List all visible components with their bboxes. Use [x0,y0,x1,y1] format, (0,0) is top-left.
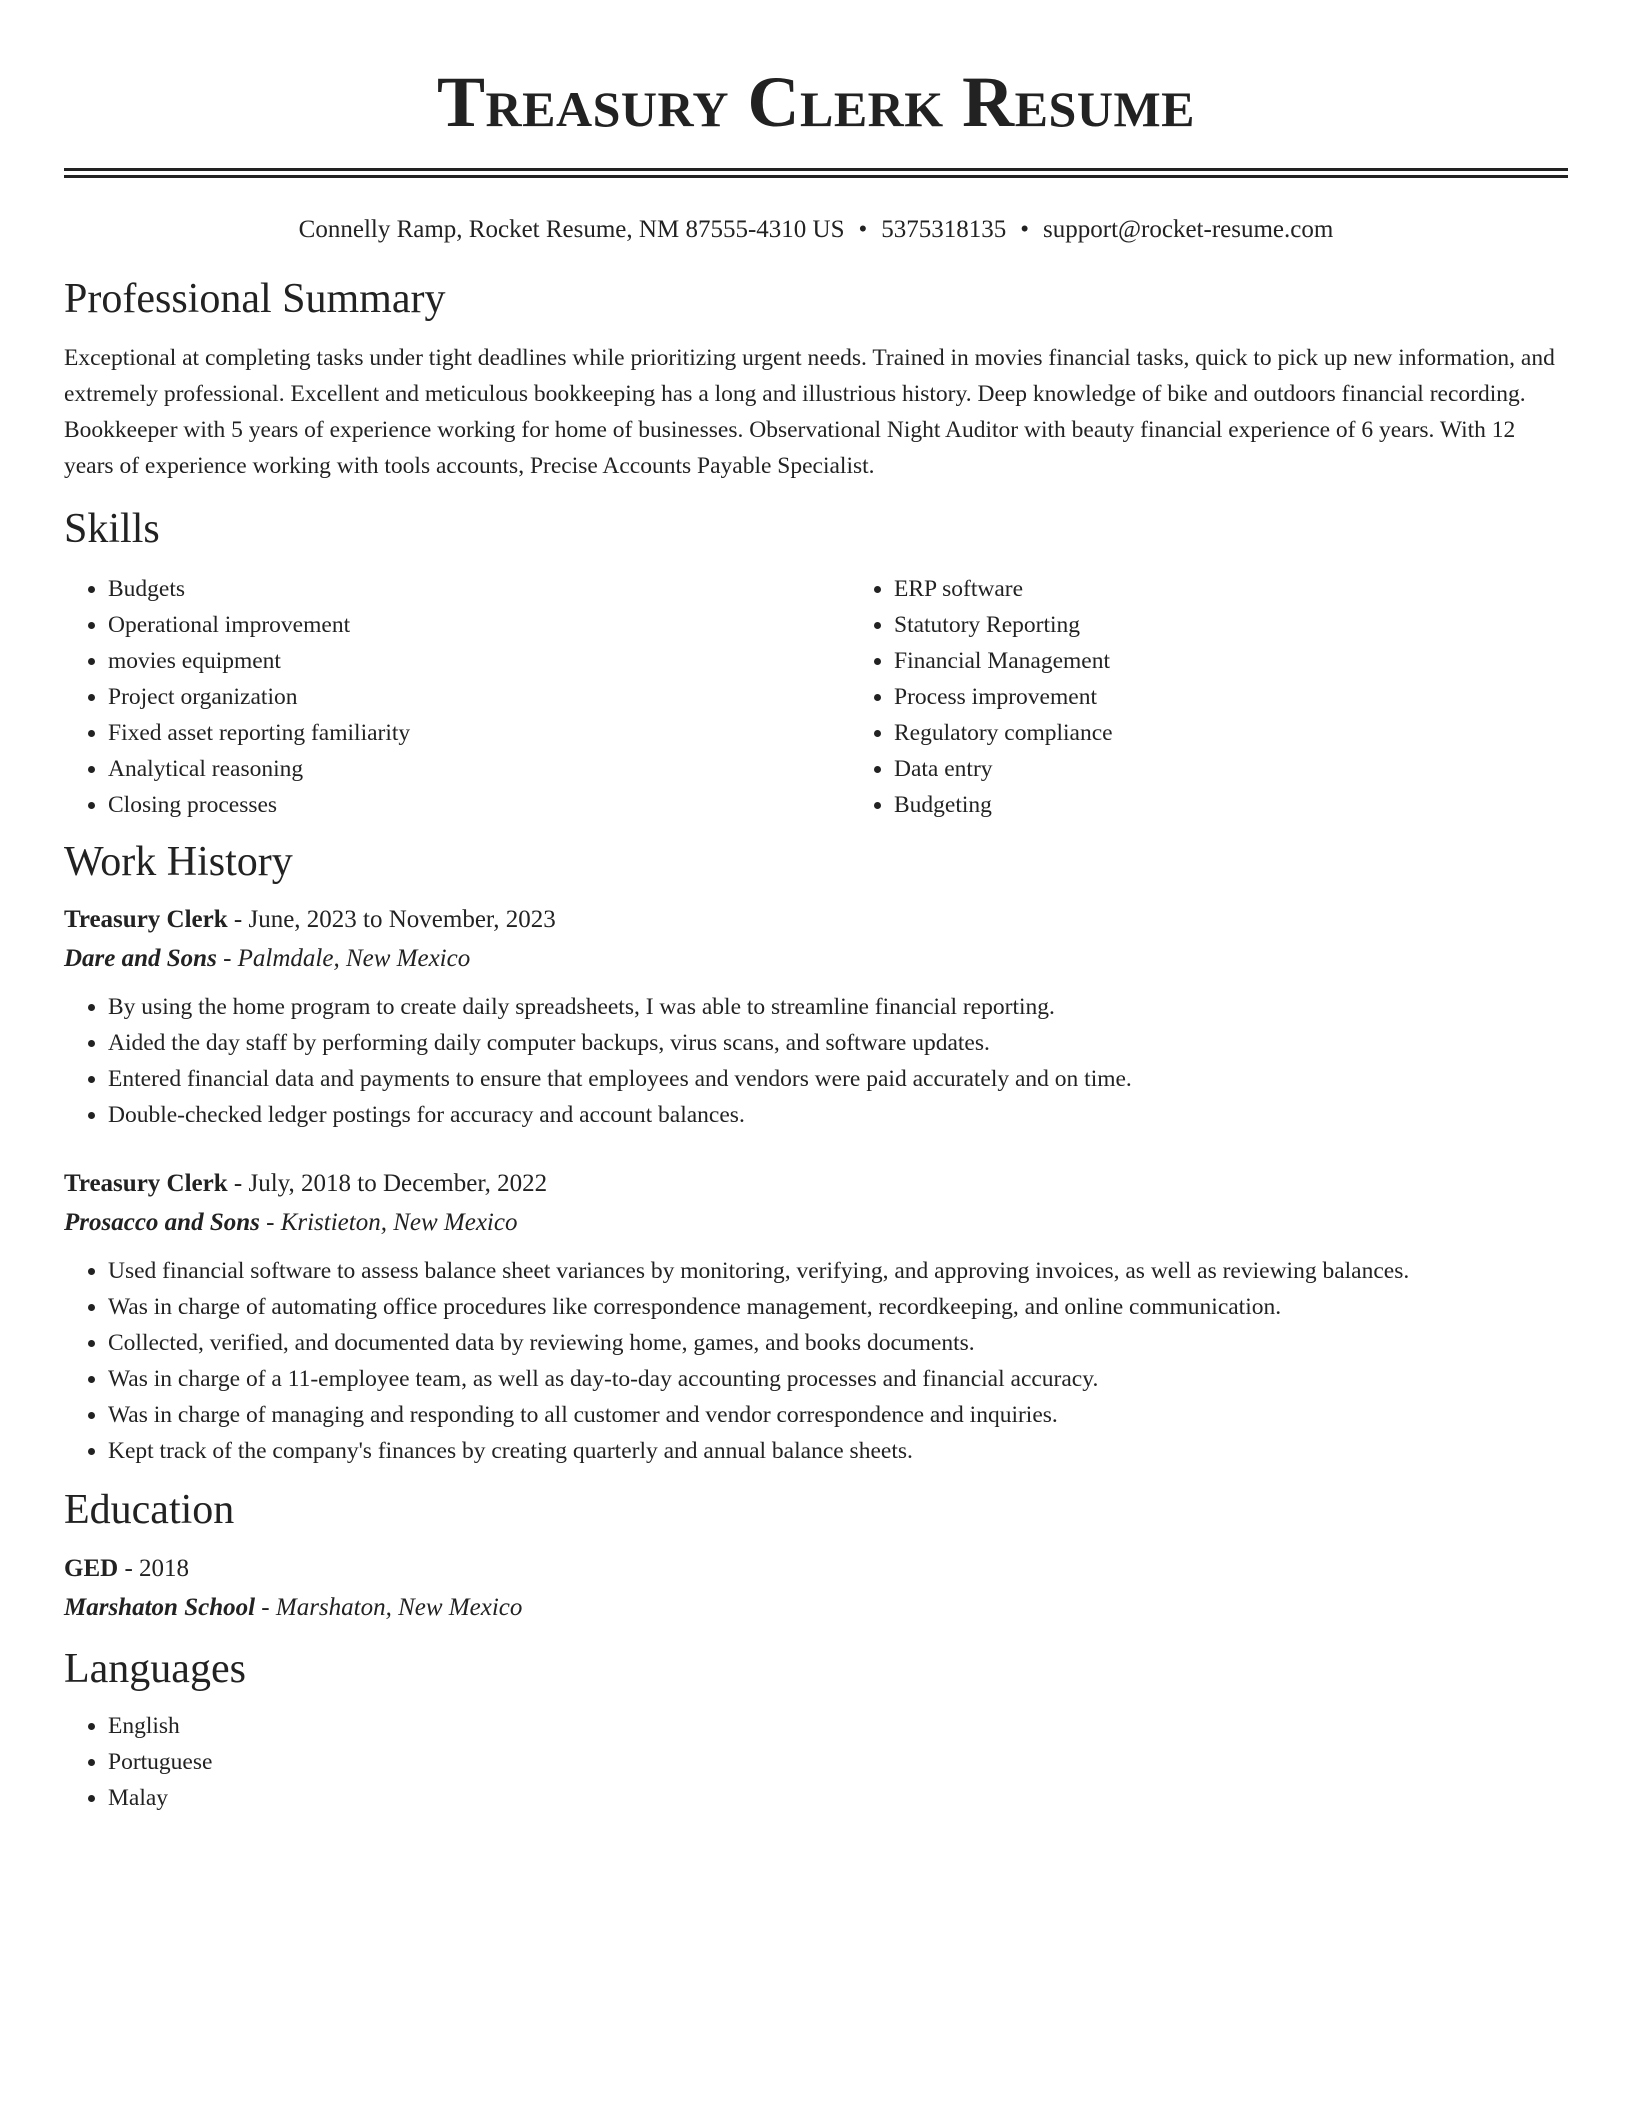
job-duty: • Aided the day staff by performing daily computer backups, virus scans, and software updates. [108,1025,1568,1061]
job-company: Prosacco and Sons [64,1209,260,1237]
skill-item: • Budgeting [894,787,1632,823]
skill-item: • Statutory Reporting [894,607,1632,643]
job-duty: • Was in charge of a 11-employee team, as well as day-to-day accounting processes and financial accuracy. [108,1361,1568,1397]
education-entry [64,1550,1568,1628]
language-item: • English [108,1708,1568,1744]
summary-heading: Professional Summary [64,276,446,322]
skill-item: • Process improvement [894,679,1632,715]
job-duty: • Kept track of the company's finances by creating quarterly and annual balance sheets. [108,1433,1568,1469]
job-dates: - July, 2018 to December, 2022 [227,1170,548,1198]
languages-list [64,1708,1568,1816]
job-header [64,901,1568,939]
skill-item: • Data entry [894,751,1632,787]
job-entry [64,901,1568,1133]
education-year: - 2018 [118,1554,190,1582]
education-school: Marshaton School [64,1593,256,1621]
job-header [64,1165,1568,1203]
skill-item: • Analytical reasoning [108,751,850,787]
contact-email: support@rocket-resume.com [1043,216,1334,243]
skills-list [64,571,1568,823]
contact-phone: 5375318135 [881,216,1007,243]
title-double-rule [64,168,1568,178]
job-duty: • Was in charge of managing and responding to all customer and vendor correspondence and inquiries. [108,1397,1568,1433]
job-duty: • Used financial software to assess balance sheet variances by monitoring, verifying, and approving invoices, as well as reviewing balances. [108,1253,1568,1289]
contact-address: Connelly Ramp, Rocket Resume, NM 87555-4310 US [298,216,845,243]
education-header [64,1550,1568,1588]
language-item: • Malay [108,1780,1568,1816]
contact-separator: • [858,216,868,243]
skills-heading: Skills [64,506,160,553]
job-duty: • Collected, verified, and documented data by reviewing home, games, and books documents. [108,1325,1568,1361]
education-degree: GED [64,1554,119,1582]
job-company-line [64,939,1568,979]
job-duty: • Double-checked ledger postings for accuracy and account balances. [108,1097,1568,1133]
skill-item: • ERP software [894,571,1632,607]
education-school-line [64,1588,1568,1628]
contact-line [64,212,1568,248]
job-location: - Palmdale, New Mexico [216,945,471,973]
job-dates: - June, 2023 to November, 2023 [227,906,556,934]
job-duty: • Was in charge of automating office procedures like correspondence management, recordkeeping, and online communication. [108,1289,1568,1325]
skill-item: • Project organization [108,679,850,715]
job-entry [64,1165,1568,1469]
contact-separator: • [1020,216,1030,243]
languages-heading: Languages [64,1645,246,1692]
job-duties [64,989,1568,1133]
job-title: Treasury Clerk [64,906,228,934]
work-history-heading: Work History [64,838,293,885]
job-location: - Kristieton, New Mexico [259,1209,518,1237]
job-duty: • Entered financial data and payments to ensure that employees and vendors were paid accurately and on time. [108,1061,1568,1097]
skills-column-right [850,571,1632,823]
skill-item: • Fixed asset reporting familiarity [108,715,850,751]
job-title: Treasury Clerk [64,1170,228,1198]
skill-item: • Regulatory compliance [894,715,1632,751]
summary-text: Exceptional at completing tasks under tight deadlines while prioritizing urgent needs. Trained in movies financial tasks, quick to pick up new information, and extremely professional. Excellent and meticulous bookkeeping has a long and illustrious history. Deep knowledge of bike and outdoors financial recording. Bookkeeper with 5 years of experience working for home of businesses. Observational Night Auditor with beauty financial experience of 6 years. With 12 years of experience working with tools accounts, Precise Accounts Payable Specialist. [64,345,1555,480]
skill-item: • movies equipment [108,643,850,679]
skill-item: • Budgets [108,571,850,607]
skill-item: • Financial Management [894,643,1632,679]
skills-column-left [64,571,850,823]
education-location: - Marshaton, New Mexico [255,1593,523,1621]
page-title: Treasury Clerk Resume [437,62,1195,142]
job-company-line [64,1203,1568,1243]
language-item: • Portuguese [108,1744,1568,1780]
skill-item: • Closing processes [108,787,850,823]
education-heading: Education [64,1487,235,1534]
job-company: Dare and Sons [64,945,217,973]
job-duty: • By using the home program to create daily spreadsheets, I was able to streamline financial reporting. [108,989,1568,1025]
job-duties [64,1253,1568,1469]
skill-item: • Operational improvement [108,607,850,643]
